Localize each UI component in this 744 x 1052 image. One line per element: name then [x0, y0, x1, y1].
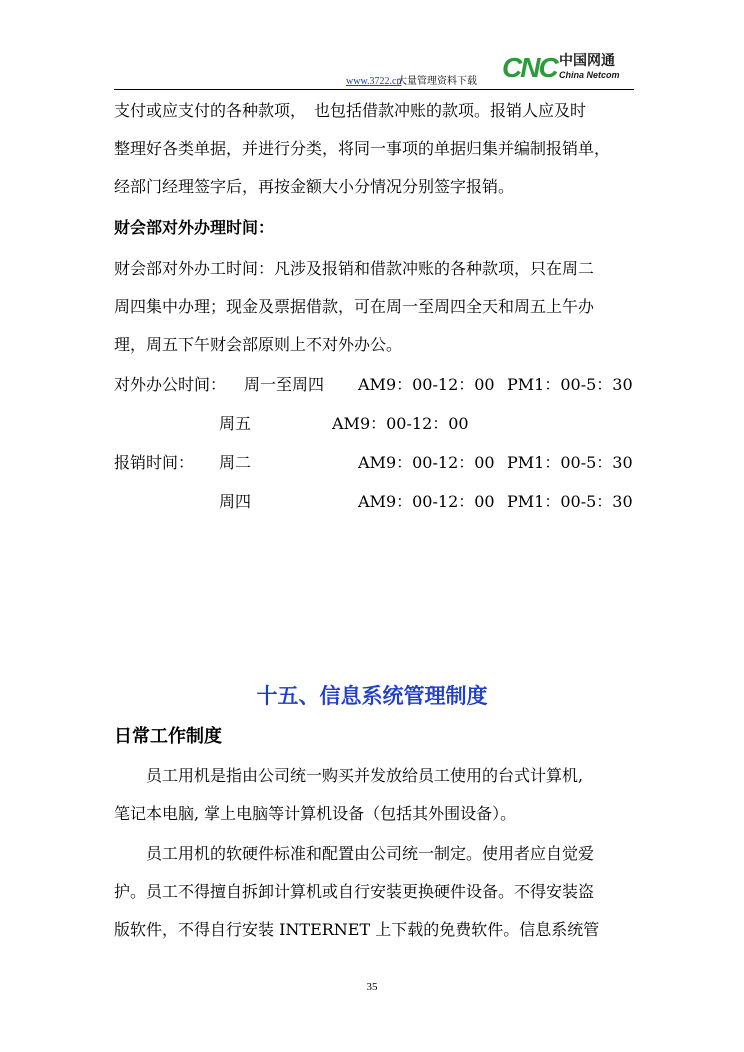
logo-english-name: China Netcom: [559, 70, 620, 80]
paragraph-line: 理，周五下午财会部原则上不对外办公。: [114, 335, 403, 354]
schedule-am: AM9：00-12：00: [332, 414, 469, 433]
header-subtitle: 大量管理资料下载: [397, 76, 477, 87]
page-header: [114, 50, 634, 88]
header-divider: [114, 89, 634, 90]
paragraph-line: 笔记本电脑, 掌上电脑等计算机设备（包括其外围设备）。: [114, 804, 517, 823]
schedule-pm: PM1：00-5：30: [507, 453, 633, 472]
logo-mark: CNC: [502, 52, 557, 83]
schedule-am: AM9：00-12：00: [358, 453, 495, 472]
paragraph-line: 整理好各类单据，并进行分类，将同一事项的单据归集并编制报销单，: [114, 139, 611, 158]
schedule-day: 周一至周四: [244, 375, 325, 394]
schedule-am: AM9：00-12：00: [358, 375, 495, 394]
paragraph-line: 周四集中办理；现金及票据借款，可在周一至周四全天和周五上午办: [114, 297, 595, 316]
schedule-am: AM9：00-12：00: [358, 492, 495, 511]
paragraph-line: 支付或应支付的各种款项， 也包括借款冲账的款项。报销人应及时: [114, 101, 587, 120]
schedule-day: 周二: [219, 453, 252, 472]
schedule-day: 周五: [219, 414, 252, 433]
schedule-day: 周四: [219, 492, 252, 511]
chapter-title: 十五、信息系统管理制度: [256, 684, 488, 708]
logo-chinese-name: 中国网通: [559, 53, 615, 69]
office-hours-heading: 财会部对外办理时间：: [114, 218, 275, 237]
paragraph-line: 员工用机的软硬件标准和配置由公司统一制定。使用者应自觉爱: [146, 844, 595, 863]
page-number: 35: [366, 981, 378, 993]
paragraph-line: 版软件，不得自行安装 INTERNET 上下载的免费软件。信息系统管: [114, 920, 600, 939]
header-link[interactable]: www.3722.cn: [346, 76, 402, 87]
schedule-pm: PM1：00-5：30: [507, 492, 633, 511]
office-hours-label: 对外办公时间：: [114, 375, 227, 394]
reimburse-hours-label: 报销时间：: [114, 453, 195, 472]
paragraph-line: 员工用机是指由公司统一购买并发放给员工使用的台式计算机,: [146, 766, 584, 785]
schedule-pm: PM1：00-5：30: [507, 375, 633, 394]
paragraph-line: 经部门经理签字后，再按金额大小分情况分别签字报销。: [114, 177, 515, 196]
paragraph-line: 财会部对外办工时间：凡涉及报销和借款冲账的各种款项，只在周二: [114, 259, 595, 278]
cnc-logo: [502, 50, 634, 86]
section-heading: 日常工作制度: [114, 726, 222, 747]
paragraph-line: 护。员工不得擅自拆卸计算机或自行安装更换硬件设备。不得安装盗: [114, 882, 595, 901]
